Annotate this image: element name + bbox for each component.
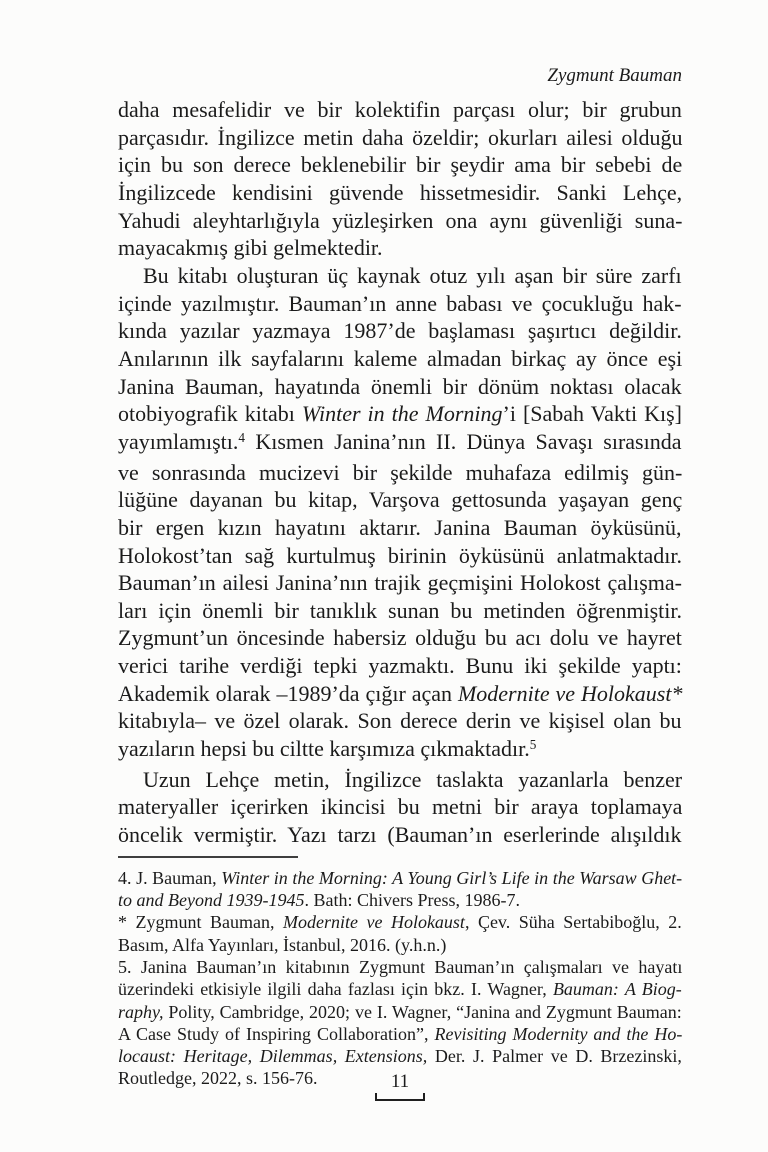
running-header-author: Zygmunt Bauman [547,65,682,86]
text-segment: Modernite ve Holokaust* [457,680,683,706]
text-segment: , Çev. Süha Sertabiboğlu, 2. [464,912,682,933]
text-line [118,400,682,428]
paragraph [118,262,682,766]
body-text [118,96,682,849]
text-line [118,542,682,570]
text-line [118,486,682,514]
text-segment: bir ergen kızın hayatını aktarır. Janina Bauman öyküsünü, [118,514,682,540]
text-line [118,96,682,124]
text-segment: mayacakmış gibi gelmektedir. [118,235,383,261]
text-line [118,124,682,152]
text-segment: 4. J. Bauman, [118,867,222,888]
text-segment: Routledge, 2022, s. 156-76. [118,1068,318,1089]
footnote-reference: 5 [529,736,537,752]
text-segment: * Zygmunt Bauman, [118,912,283,933]
text-line [118,821,682,849]
text-segment: Akademik olarak –1989’da çığır açan [118,680,458,706]
text-line [118,207,682,235]
text-segment: materyaller içerirken ikincisi bu metni bir araya toplamaya [118,794,683,820]
text-line [118,290,682,318]
page-footer [118,1071,682,1101]
text-line [118,262,682,290]
text-line [118,934,682,956]
text-segment: kitabıyla– ve özel olarak. Son derece derin ve kişisel olan bu [118,708,682,734]
text-segment: ve sonrasında mucizevi bir şekilde muhafaza edilmiş gün- [118,459,683,485]
text-segment: A Case Study of Inspiring Collaboration”, [118,1023,435,1044]
text-segment: parçasıdır. İngilizce metin daha özeldir; okurları ailesi olduğu [118,124,683,150]
paragraph [118,766,682,849]
paragraph [118,96,682,262]
text-line [118,459,682,487]
text-line [118,793,682,821]
text-line [118,766,682,794]
text-segment: Kısmen Janina’nın II. Dünya Savaşı sırasında [244,428,682,454]
text-line [118,680,682,708]
footnote-separator [118,856,298,858]
text-segment: Anılarının ilk sayfalarını kaleme almadan birkaç ay önce eşi [118,345,683,371]
text-segment: yayımlamıştı. [118,428,239,454]
text-segment: verici tarihe verdiği tepki yazmaktı. Bunu iki şekilde yaptı: [118,653,682,679]
text-line [118,179,682,207]
text-segment: ’i [Sabah Vakti Kış] [502,401,682,427]
text-line [118,1045,682,1067]
text-segment: Revisiting Modernity and the Ho- [434,1023,683,1044]
text-segment: Bauman: A Biog- [552,979,682,1000]
footnote-reference: 4 [238,429,245,445]
text-line [118,151,682,179]
text-segment: Der. J. Palmer ve D. Brzezinski, [427,1046,682,1067]
text-segment: Bauman’ın ailesi Janina’nın trajik geçmişini Holokost çalışma- [118,570,682,596]
text-line [118,234,682,262]
paragraph [118,911,682,956]
paragraph [118,867,682,912]
text-column [118,63,682,1090]
text-segment: Winter in the Morning: A Young Girl’s Life in the Warsaw Ghet- [221,867,683,888]
text-line [118,345,682,373]
text-line [118,1001,682,1023]
text-segment: 5. Janina Bauman’ın kitabının Zygmunt Bauman’ın çalışmaları ve hayatı [118,956,683,977]
text-line [118,624,682,652]
text-segment: raphy, [118,1001,164,1022]
text-segment: Modernite ve Holokaust [282,912,465,933]
text-segment: locaust: Heritage, Dilemmas, Extensions, [118,1046,428,1067]
text-segment: içinde yazılmıştır. Bauman’ın anne babası ve çocukluğu hak- [118,290,682,316]
text-segment: otobiyografik kitabı [118,401,302,427]
text-segment: . Bath: Chivers Press, 1986-7. [304,890,520,911]
text-segment: Polity, Cambridge, 2020; ve I. Wagner, “Janina and Zygmunt Bauman: [163,1001,682,1022]
text-segment: to and Beyond 1939-1945 [118,890,305,911]
footnotes-text [118,867,682,1090]
text-line [118,735,682,766]
text-segment: İngilizcede kendisini güvende hissetmesidir. Sanki Lehçe, [118,179,683,205]
text-line [118,373,682,401]
text-segment: üzerindeki etkisiyle ilgili daha fazlası için bkz. I. Wagner, [118,979,553,1000]
text-segment: lüğüne dayanan bu kitap, Varşova gettosunda yaşayan genç [118,487,683,513]
text-segment: daha mesafelidir ve bir kolektifin parçası olur; bir grubun [118,97,682,122]
text-line [118,514,682,542]
text-line [118,911,682,933]
text-segment: Holokost’tan sağ kurtulmuş birinin öyküsünü anlatmaktadır. [118,542,682,568]
text-line [118,1023,682,1045]
text-segment: Janina Bauman, hayatında önemli bir dönüm noktası olacak [118,373,682,399]
text-line [118,569,682,597]
text-segment: kında yazılar yazmaya 1987’de başlaması şaşırtıcı değildir. [118,318,682,344]
text-line [118,956,682,978]
text-line [118,707,682,735]
text-line [118,652,682,680]
text-line [118,428,682,459]
page-number-bracket [375,1093,425,1101]
text-line [118,889,682,911]
text-segment: için bu son derece beklenebilir bir şeydir ama bir sebebi de [118,152,683,178]
text-segment: ları için önemli bir tanıklık sunan bu metinden öğrenmiştir. [118,597,682,623]
text-line [118,978,682,1000]
text-segment: Basım, Alfa Yayınları, İstanbul, 2016. (y.h.n.) [118,934,447,955]
text-segment: Winter in the Morning [301,401,503,427]
page-number: 11 [390,1071,410,1092]
paragraph [118,956,682,1090]
text-segment: yazıların hepsi bu ciltte karşımıza çıkmaktadır. [118,736,530,762]
text-segment: Yahudi aleyhtarlığıyla yüzleşirken ona aynı güvenliği suna- [118,207,683,233]
text-line [118,867,682,889]
text-line [118,317,682,345]
text-line [118,597,682,625]
text-segment: Bu kitabı oluşturan üç kaynak otuz yılı aşan bir süre zarfı [143,262,682,288]
text-segment: Zygmunt’un öncesinde habersiz olduğu bu acı dolu ve hayret [118,625,682,651]
text-segment: öncelik vermiştir. Yazı tarzı (Bauman’ın eserlerinde alışıldık [118,822,682,848]
text-segment: Uzun Lehçe metin, İngilizce taslakta yazanlarla benzer [143,766,683,792]
